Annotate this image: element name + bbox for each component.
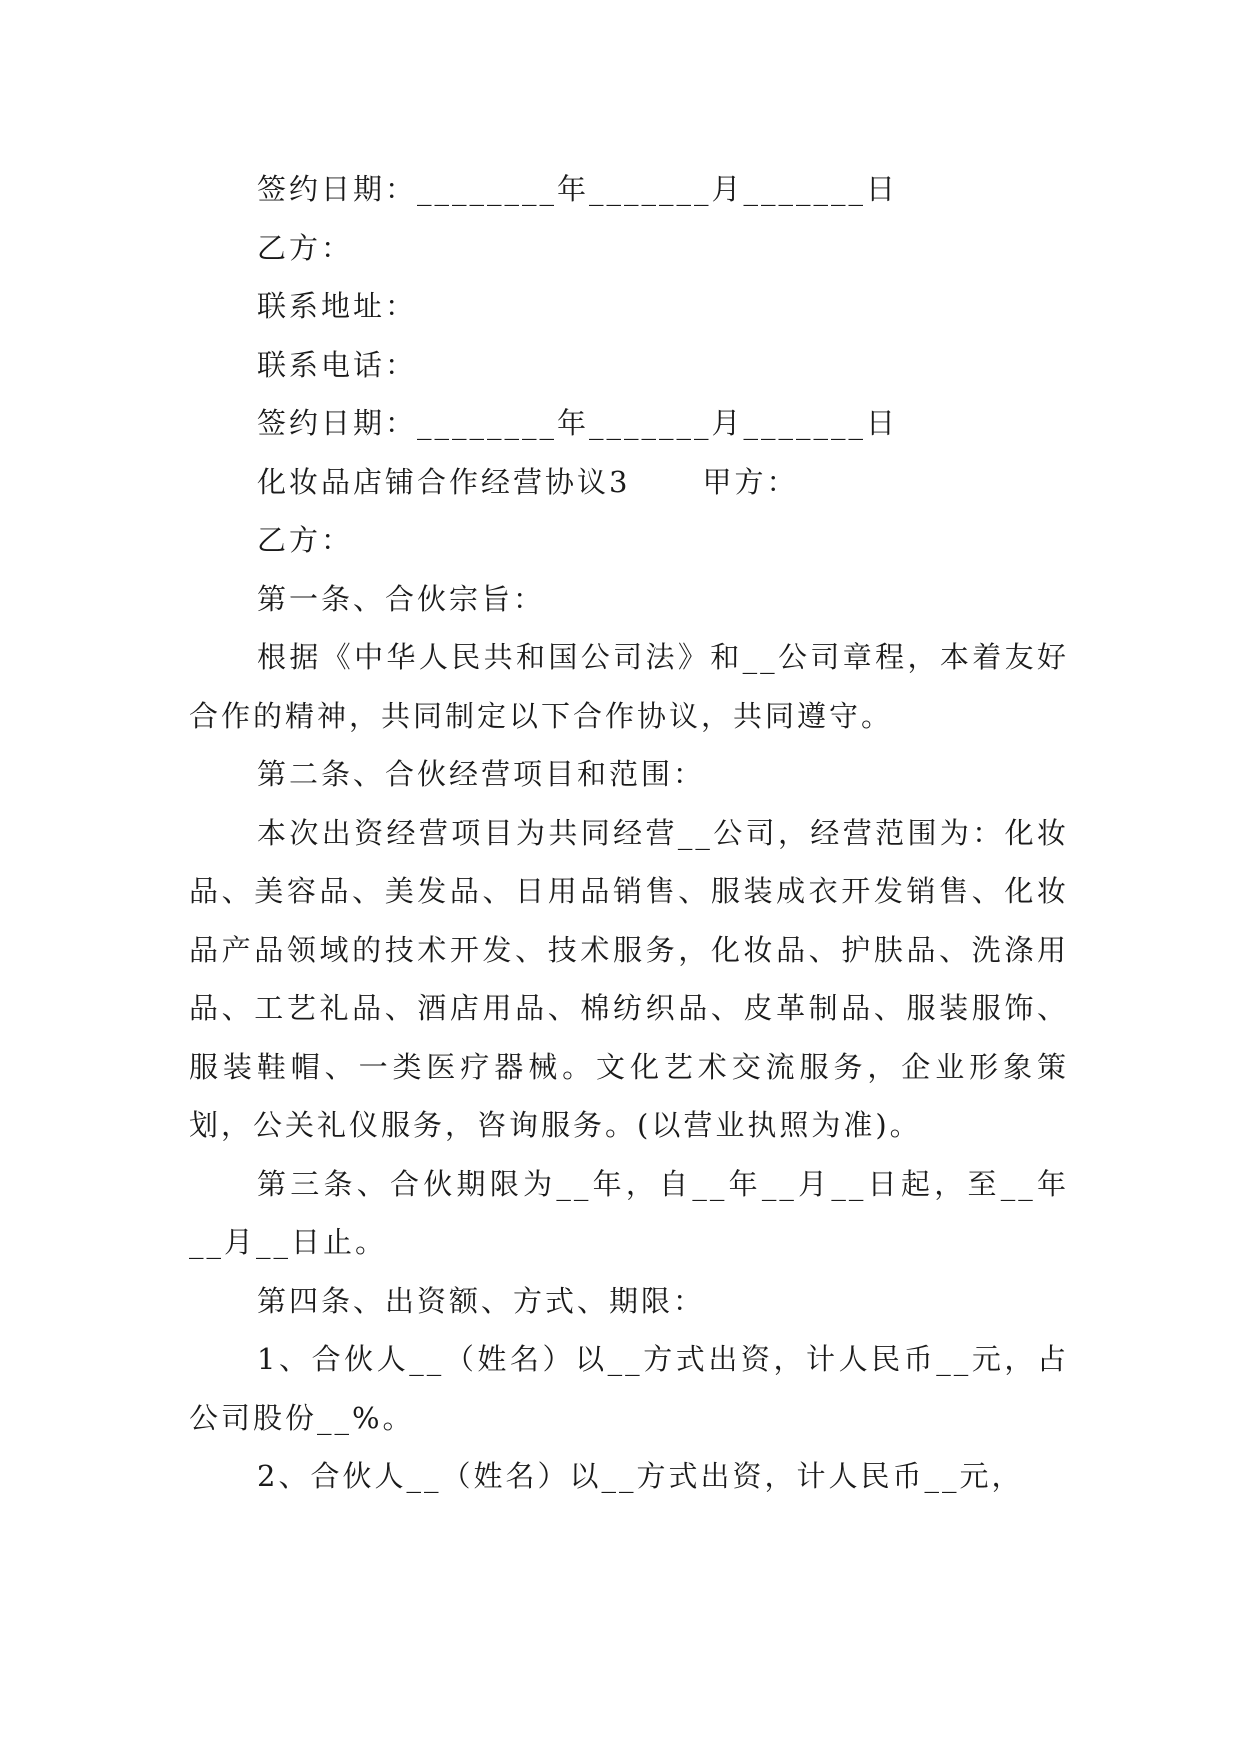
party-a-label: 甲方： (702, 464, 799, 499)
agreement-title-line (189, 453, 1069, 512)
agreement-title: 化妆品店铺合作经营协议3 (257, 464, 631, 499)
address-line: 联系地址： (257, 289, 418, 323)
article-3-body: 第三条、合伙期限为__年，自__年__月__日起，至__年__月__日止。 (189, 1166, 1069, 1259)
sign-date-line-1: 签约日期：________年_______月_______日 (257, 172, 899, 206)
party-b-line-2: 乙方： (257, 523, 354, 557)
article-1-body: 根据《中华人民共和国公司法》和__公司章程，本着友好合作的精神，共同制定以下合作协议，共同遵守。 (189, 640, 1069, 733)
article-4-item-1: 1、合伙人__（姓名）以__方式出资，计人民币__元，占公司股份__%。 (189, 1342, 1069, 1435)
article-2-body: 本次出资经营项目为共同经营__公司，经营范围为：化妆品、美容品、美发品、日用品销售、服装成衣开发销售、化妆品产品领域的技术开发、技术服务，化妆品、护肤品、洗涤用品、工艺礼品、酒店用品、棉纺织品、皮革制品、服装服饰、服装鞋帽、一类医疗器械。文化艺术交流服务，企业形象策划，公关礼仪服务，咨询服务。(以营业执照为准)。 (189, 815, 1069, 1142)
sign-date-line-2: 签约日期：________年_______月_______日 (257, 406, 899, 440)
party-b-line-1: 乙方： (257, 230, 354, 265)
article-4-heading: 第四条、出资额、方式、期限： (257, 1283, 706, 1318)
article-4-item-2: 2、合伙人__（姓名）以__方式出资，计人民币__元， (257, 1459, 1024, 1493)
document-body (189, 160, 1069, 1506)
article-2-heading: 第二条、合伙经营项目和范围： (257, 757, 706, 791)
article-1-heading: 第一条、合伙宗旨： (257, 581, 546, 616)
phone-line: 联系电话： (257, 347, 418, 382)
